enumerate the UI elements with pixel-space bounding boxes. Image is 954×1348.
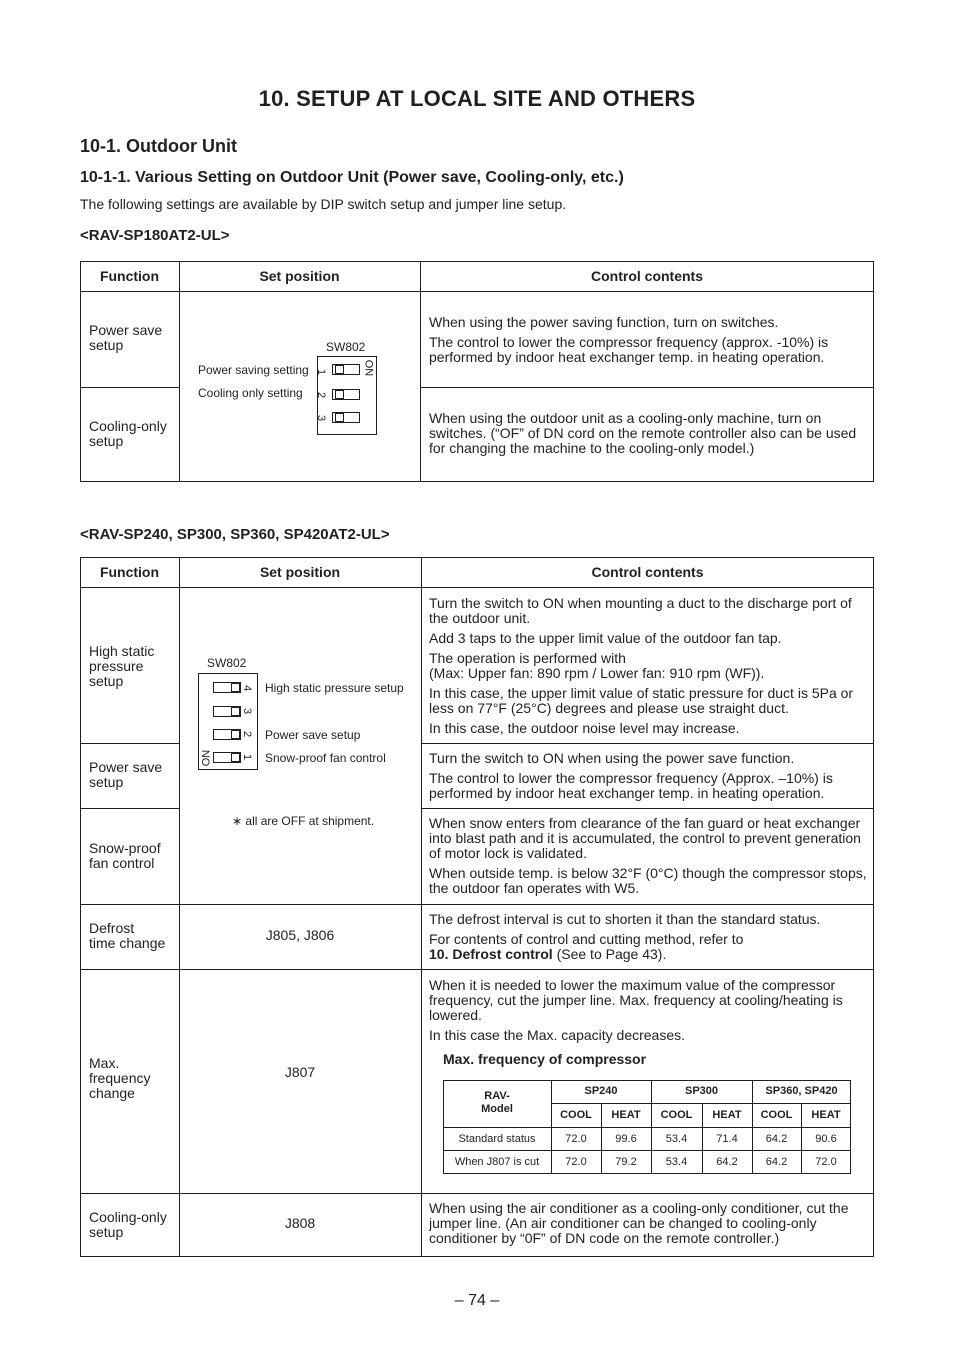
switch-label: SW802 [326,340,366,354]
switch-knob-3 [335,413,344,422]
switch2-knob-1 [231,753,240,762]
switch2-knob-3 [231,707,240,716]
freq-mode: HEAT [811,1109,841,1121]
freq-cell: 72.0 [815,1156,837,1168]
freq-mode: COOL [760,1109,793,1121]
freq-mode: COOL [660,1109,693,1121]
freq-cell: 99.6 [615,1133,637,1145]
freq-cell: 64.2 [765,1156,788,1168]
table2-function-defrost: Defrost time change [89,920,166,951]
page-number: – 74 – [454,1292,500,1309]
freq-cell: 79.2 [615,1156,637,1168]
switch2-label: SW802 [207,656,247,670]
table2-model-heading: <RAV-SP240, SP300, SP360, SP420AT2-UL> [80,526,390,543]
freq-row-label: When J807 is cut [454,1156,540,1168]
table2-control-snow-proof: When snow enters from clearance of the fan guard or heat exchanger into blast path and it is accumulated, the control to prevent generation of motor lock is validated. When outside temp. is below 32°F (0°C) though the compressor stops, the outdoor fan operates with W5. [429,815,867,896]
set-cooling-only: J808 [284,1215,316,1231]
table2-function-cooling-only: Cooling-only setup [89,1209,167,1240]
switch-knob-2 [335,390,344,399]
legend-power-save: Power save setup [265,728,361,742]
section-heading: 10-1. Outdoor Unit [80,136,237,156]
table1-control-cooling-only: When using the outdoor unit as a cooling-only machine, turn on switches. (“OF” of DN cord on the remote controller also can be used for changing the machine to the cooling-only model.) [429,410,857,456]
freq-cell: 53.4 [665,1133,688,1145]
freq-mode: HEAT [712,1109,742,1121]
freq-corner: RAV- Model [481,1090,513,1115]
table2-control-defrost: The defrost interval is cut to shorten it than the standard status. For contents of control and cutting method, refer to 10. Defrost control (See to Page 43). [429,911,821,962]
freq-cell: 53.4 [665,1156,688,1168]
freq-row-label: Standard status [458,1133,536,1145]
table1-header-function: Function [99,268,160,284]
table2-header-set-position: Set position [259,564,341,580]
subsection-heading: 10-1-1. Various Setting on Outdoor Unit (Power save, Cooling-only, etc.) [80,169,624,186]
freq-mode: COOL [560,1109,592,1121]
freq-model-sp360-420: SP360, SP420 [765,1085,838,1097]
table2-function-high-static: High static pressure setup [89,643,155,689]
legend-snow-proof: Snow-proof fan control [265,751,386,765]
freq-cell: 64.2 [716,1156,738,1168]
shipment-note: ∗ all are OFF at shipment. [232,814,375,828]
switch2-on-label: ON [200,749,213,767]
freq-cell: 72.0 [565,1156,587,1168]
table2-function-snow-proof: Snow-proof fan control [89,840,161,871]
freq-mode: HEAT [611,1109,641,1121]
page-title: 10. SETUP AT LOCAL SITE AND OTHERS [258,86,696,111]
set-defrost: J805, J806 [265,927,335,943]
table1-model-heading: <RAV-SP180AT2-UL> [80,227,230,244]
table1-function-power-save: Power save setup [89,322,163,353]
intro-text: The following settings are available by DIP switch setup and jumper line setup. [80,196,567,212]
table2-function-power-save: Power save setup [89,759,163,790]
freq-cell: 71.4 [716,1133,738,1145]
table2-header-function: Function [99,564,160,580]
switch-on-label: ON [362,359,375,377]
legend-power-saving: Power saving setting [198,363,309,377]
table1-control-power-save: When using the power saving function, turn on switches. The control to lower the compressor frequency (approx. -10%) is performed by indoor heat exchanger temp. in heating operation. [429,314,829,365]
table2-control-high-static: Turn the switch to ON when mounting a duct to the discharge port of the outdoor unit. Add 3 taps to the upper limit value of the outdoor fan tap. The operation is performed with (Max: Upper fan: 890 rpm / Lower fan: 910 rpm (WF)). In this case, the upper limit value of static pressure for duct is 5Pa or less on 77°F (25°C) degrees and please use straight duct. In this case, the outdoor noise level may increase. [429,595,854,736]
freq-cell: 72.0 [565,1133,587,1145]
table1-header-control: Control contents [591,268,703,284]
freq-cell: 64.2 [765,1133,788,1145]
table2-control-cooling-only: When using the air conditioner as a cooling-only conditioner, cut the jumper line. (An air conditioner can be changed to cooling-only conditioner by “0F” of DN code on the remote controller.) [429,1200,849,1246]
switch-knob-1 [335,365,344,374]
table2-control-max-frequency: When it is needed to lower the maximum value of the compressor frequency, cut the jumper line. Max. frequency at cooling/heating is lowered. In this case the Max. capacity decreases. [429,977,843,1043]
table2-function-max-frequency: Max. frequency change [89,1055,151,1101]
table1-function-cooling-only: Cooling-only setup [89,418,167,449]
switch2-knob-2 [231,730,240,739]
freq-model-sp300: SP300 [684,1085,719,1097]
table1-header-set-position: Set position [259,268,340,284]
switch2-knob-4 [231,683,240,692]
legend-high-static: High static pressure setup [265,681,404,695]
freq-cell: 90.6 [815,1133,837,1145]
freq-table-title: Max. frequency of compressor [443,1051,647,1067]
table2-control-power-save: Turn the switch to ON when using the power save function. The control to lower the compressor frequency (Approx. –10%) is performed by indoor heat exchanger temp. in heating operation. [429,750,833,801]
legend-cooling-only: Cooling only setting [198,386,303,400]
table2-header-control: Control contents [591,564,704,580]
freq-model-sp240: SP240 [584,1085,618,1097]
set-max-frequency: J807 [284,1064,316,1080]
